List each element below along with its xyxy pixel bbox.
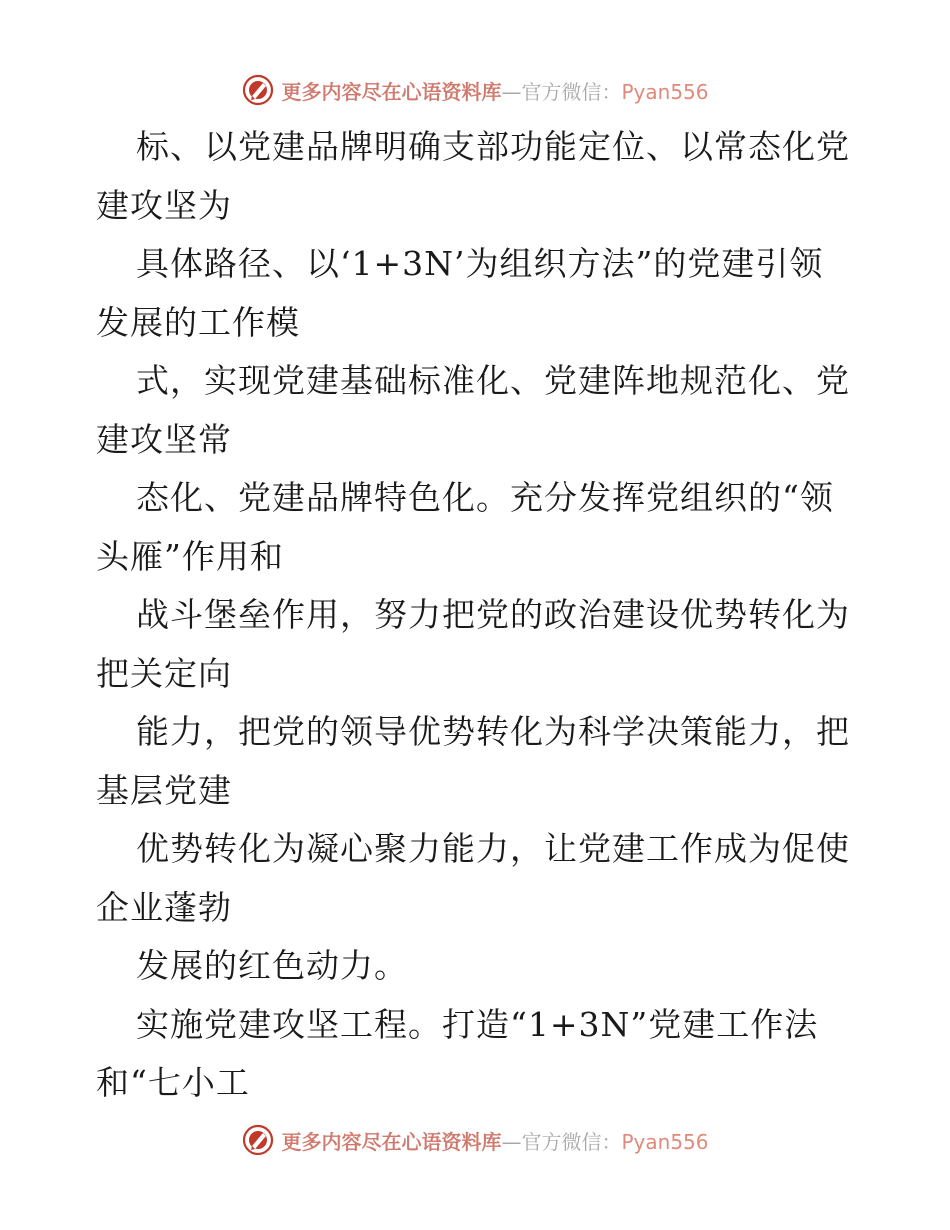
pen-logo-icon xyxy=(241,73,275,107)
header-banner-text xyxy=(281,76,708,105)
text-line: 能力，把党的领导优势转化为科学决策能力，把 xyxy=(136,712,850,751)
text-line: 战斗堡垒作用，努力把党的政治建设优势转化为 xyxy=(136,595,850,634)
footer-separator: — xyxy=(501,1129,522,1154)
text-line: 态化、党建品牌特色化。充分发挥党组织的“领 xyxy=(136,478,834,517)
header-banner-content xyxy=(241,73,708,107)
footer-banner xyxy=(0,1120,950,1160)
text-line: 建攻坚为 xyxy=(96,185,232,225)
header-banner xyxy=(0,70,950,110)
header-wechat-label: 官方微信： xyxy=(521,79,622,104)
text-line: 发展的工作模 xyxy=(96,302,300,342)
text-line: 实施党建攻坚工程。打造“1+3N”党建工作法 xyxy=(136,1004,819,1044)
document-body xyxy=(96,118,856,1113)
text-line: 标、以党建品牌明确支部功能定位、以常态化党 xyxy=(136,127,850,166)
footer-banner-text xyxy=(281,1126,708,1155)
header-account: Pyan556 xyxy=(621,79,709,104)
text-line: 优势转化为凝心聚力能力，让党建工作成为促使 xyxy=(136,829,850,868)
text-line: 建攻坚常 xyxy=(96,419,232,459)
header-separator: — xyxy=(501,79,522,104)
text-line: 发展的红色动力。 xyxy=(136,946,408,985)
pen-logo-icon xyxy=(241,1123,275,1157)
footer-wechat-label: 官方微信： xyxy=(521,1129,622,1154)
text-line: 把关定向 xyxy=(96,653,232,693)
header-brand: 更多内容尽在心语资料库 xyxy=(281,79,502,104)
footer-account: Pyan556 xyxy=(621,1129,709,1154)
footer-banner-content xyxy=(241,1123,708,1157)
text-line: 头雁”作用和 xyxy=(96,536,284,576)
footer-brand: 更多内容尽在心语资料库 xyxy=(281,1129,502,1154)
text-line: 和“七小工 xyxy=(96,1063,250,1102)
text-line: 式，实现党建基础标准化、党建阵地规范化、党 xyxy=(136,361,850,400)
text-line: 具体路径、以‘1+3N’为组织方法”的党建引领 xyxy=(136,244,824,283)
text-line: 基层党建 xyxy=(96,770,232,810)
text-line: 企业蓬勃 xyxy=(96,887,232,927)
